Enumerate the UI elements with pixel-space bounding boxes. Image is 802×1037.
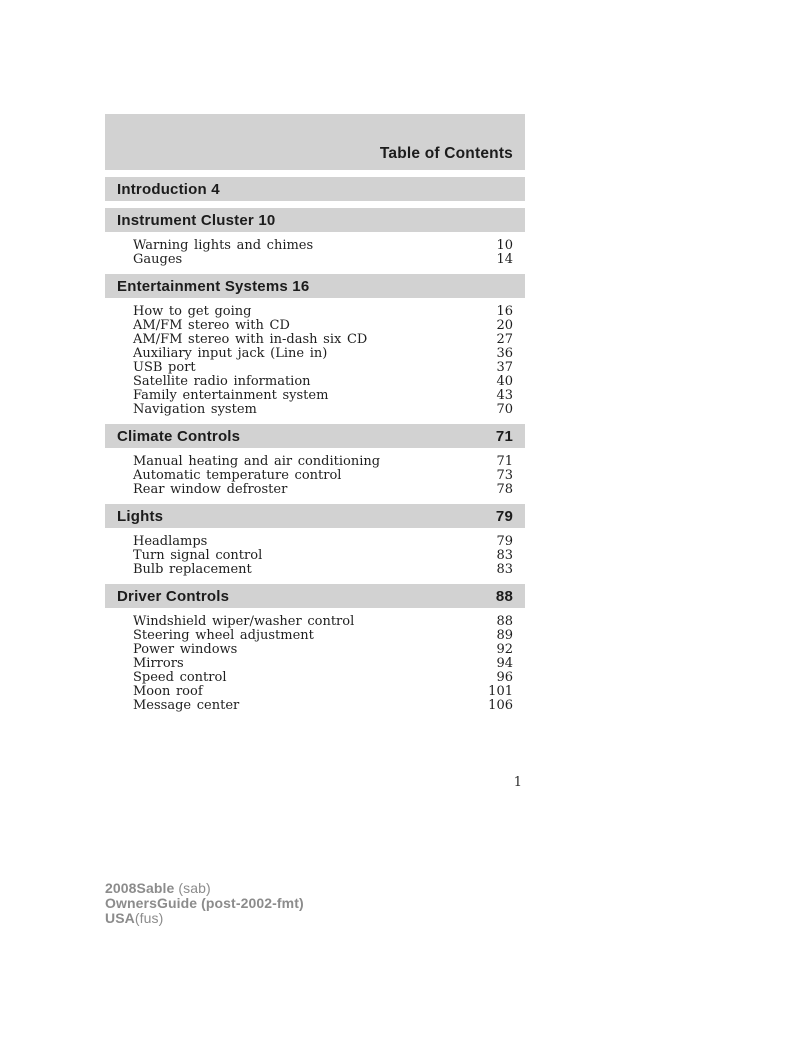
section-banner-label: Climate Controls — [117, 427, 241, 445]
toc-entry-page: 40 — [496, 374, 513, 389]
toc-entry-title: Power windows — [133, 642, 238, 657]
toc-entry-page: 70 — [496, 402, 513, 417]
section-banner — [105, 274, 525, 298]
toc-entry-title: Navigation system — [133, 402, 257, 417]
section-banner — [105, 208, 525, 232]
toc-entry — [133, 319, 513, 333]
toc-entry-page: 106 — [488, 698, 513, 713]
toc-entry-page: 27 — [496, 332, 513, 347]
toc-entry-page: 83 — [496, 548, 513, 563]
toc-entry-title: AM/FM stereo with CD — [133, 318, 290, 333]
footer-model-code: (sab) — [174, 880, 211, 896]
toc-entry — [133, 469, 513, 483]
toc-entry-page: 79 — [496, 534, 513, 549]
toc-entry-page: 94 — [496, 656, 513, 671]
section-banner-label: Driver Controls — [117, 587, 230, 605]
section-banner — [105, 177, 525, 201]
section-banner-label: Instrument Cluster 10 — [117, 211, 276, 229]
toc-entry-page: 83 — [496, 562, 513, 577]
toc-entry — [133, 685, 513, 699]
toc-entry-page: 16 — [496, 304, 513, 319]
toc-entry-page: 96 — [496, 670, 513, 685]
toc-entry-title: Message center — [133, 698, 240, 713]
toc-entry — [133, 455, 513, 469]
toc-entry — [133, 549, 513, 563]
toc-entry-title: Turn signal control — [133, 548, 263, 563]
page-title: Table of Contents — [379, 145, 513, 162]
toc-entry — [133, 535, 513, 549]
footer-line-region — [105, 911, 304, 926]
toc-entry-page: 14 — [496, 252, 513, 267]
footer-block — [105, 881, 304, 926]
toc-entry-page: 73 — [496, 468, 513, 483]
toc-entry-title: Rear window defroster — [133, 482, 288, 497]
toc-entry-page: 88 — [496, 614, 513, 629]
section-entries — [105, 528, 525, 577]
toc-entry-title: Warning lights and chimes — [133, 238, 314, 253]
toc-entry-title: Mirrors — [133, 656, 184, 671]
toc-entry-page: 10 — [496, 238, 513, 253]
toc-entry-title: Manual heating and air conditioning — [133, 454, 381, 469]
toc-entry — [133, 483, 513, 497]
footer-line-guide — [105, 896, 304, 911]
toc-entry — [133, 563, 513, 577]
footer-guide-bold: OwnersGuide (post-2002-fmt) — [105, 895, 304, 911]
toc-entry-title: AM/FM stereo with in-dash six CD — [133, 332, 368, 347]
toc-entry — [133, 671, 513, 685]
toc-entry-page: 37 — [496, 360, 513, 375]
toc-entry-title: Headlamps — [133, 534, 208, 549]
toc-entry-title: Speed control — [133, 670, 227, 685]
toc-entry — [133, 643, 513, 657]
toc-entry-page: 43 — [496, 388, 513, 403]
toc-entry — [133, 239, 513, 253]
section-banner — [105, 424, 525, 448]
section-banner-label: Lights — [117, 507, 164, 525]
toc-entry — [133, 253, 513, 267]
toc-entry — [133, 347, 513, 361]
section-banner — [105, 504, 525, 528]
footer-region-code: (fus) — [134, 910, 164, 926]
toc-entry-title: Auxiliary input jack (Line in) — [133, 346, 328, 361]
toc-entry-title: Windshield wiper/washer control — [133, 614, 355, 629]
section-banner — [105, 584, 525, 608]
toc-entry — [133, 403, 513, 417]
toc-entry — [133, 375, 513, 389]
section-banner-page: 71 — [495, 427, 513, 445]
footer-line-model — [105, 881, 304, 896]
toc-entry-title: Moon roof — [133, 684, 203, 699]
footer-model-bold: 2008Sable — [105, 880, 175, 896]
section-entries — [105, 232, 525, 267]
section-banner-label: Introduction 4 — [117, 180, 220, 198]
section-banner-page: 79 — [495, 507, 513, 525]
toc-entry-title: USB port — [133, 360, 196, 375]
toc-entry — [133, 361, 513, 375]
toc-entry-title: Satellite radio information — [133, 374, 311, 389]
section-entries — [105, 448, 525, 497]
toc-entry-title: Automatic temperature control — [133, 468, 342, 483]
toc-entry-page: 36 — [496, 346, 513, 361]
toc-entry-title: Bulb replacement — [133, 562, 252, 577]
toc-entry-page: 89 — [496, 628, 513, 643]
toc-entry — [133, 657, 513, 671]
toc-entry-page: 101 — [488, 684, 513, 699]
toc-entry-title: Steering wheel adjustment — [133, 628, 314, 643]
toc-sections — [105, 177, 525, 713]
toc-entry-page: 71 — [496, 454, 513, 469]
section-banner-label: Entertainment Systems 16 — [117, 277, 310, 295]
toc-header-box — [105, 114, 525, 170]
footer-region-bold: USA — [105, 910, 135, 926]
toc-entry-page: 20 — [496, 318, 513, 333]
toc-entry — [133, 333, 513, 347]
toc-entry-title: How to get going — [133, 304, 252, 319]
toc-entry-page: 92 — [496, 642, 513, 657]
toc-column — [105, 114, 525, 713]
section-entries — [105, 298, 525, 417]
toc-entry — [133, 629, 513, 643]
toc-entry-page: 78 — [496, 482, 513, 497]
toc-entry — [133, 615, 513, 629]
page-number: 1 — [513, 775, 522, 790]
toc-entry-title: Gauges — [133, 252, 183, 267]
toc-entry — [133, 389, 513, 403]
toc-entry-title: Family entertainment system — [133, 388, 329, 403]
section-entries — [105, 608, 525, 713]
toc-entry — [133, 699, 513, 713]
section-banner-page: 88 — [495, 587, 513, 605]
toc-entry — [133, 305, 513, 319]
